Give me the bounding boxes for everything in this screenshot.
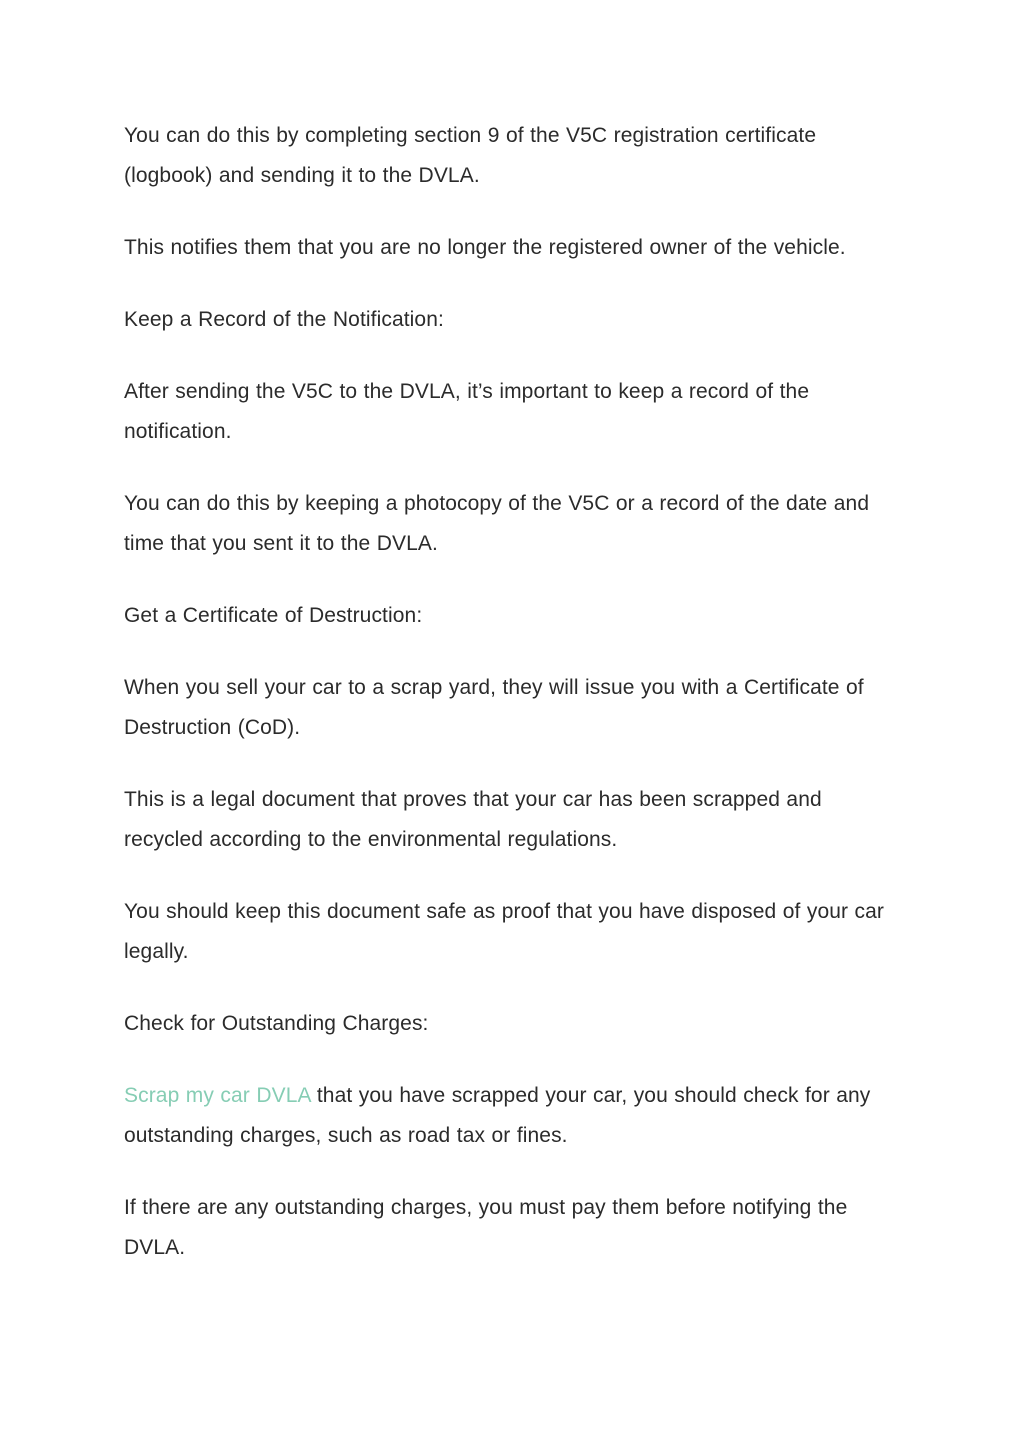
paragraph-after-sending: After sending the V5C to the DVLA, it’s important to keep a record of the notification. [124,380,810,443]
paragraph-scrap-yard-cod: When you sell your car to a scrap yard, they will issue you with a Certificate of Destruction (CoD). [124,676,864,739]
document-page [124,116,904,1300]
heading-certificate-of-destruction: Get a Certificate of Destruction: [124,604,423,627]
paragraph-legal-document: This is a legal document that proves that your car has been scrapped and recycled according to the environmental regulations. [124,788,822,851]
scrap-my-car-dvla-link[interactable]: Scrap my car DVLA [124,1084,311,1107]
paragraph-scrap-rest-text: that you have scrapped your car, you should check for any outstanding charges, such as road tax or fines. [124,1084,871,1147]
heading-keep-record: Keep a Record of the Notification: [124,308,444,331]
paragraph-notifies-owner: This notifies them that you are no longer the registered owner of the vehicle. [124,236,846,259]
paragraph-section-9: You can do this by completing section 9 of the V5C registration certificate (logbook) and sending it to the DVLA. [124,124,817,187]
paragraph-pay-charges: If there are any outstanding charges, you must pay them before notifying the DVLA. [124,1196,848,1259]
paragraph-photocopy: You can do this by keeping a photocopy of the V5C or a record of the date and time that you sent it to the DVLA. [124,492,870,555]
paragraph-scrap-my-car-dvla [124,1076,904,1156]
paragraph-keep-safe: You should keep this document safe as proof that you have disposed of your car legally. [124,900,885,963]
heading-outstanding-charges: Check for Outstanding Charges: [124,1012,429,1035]
